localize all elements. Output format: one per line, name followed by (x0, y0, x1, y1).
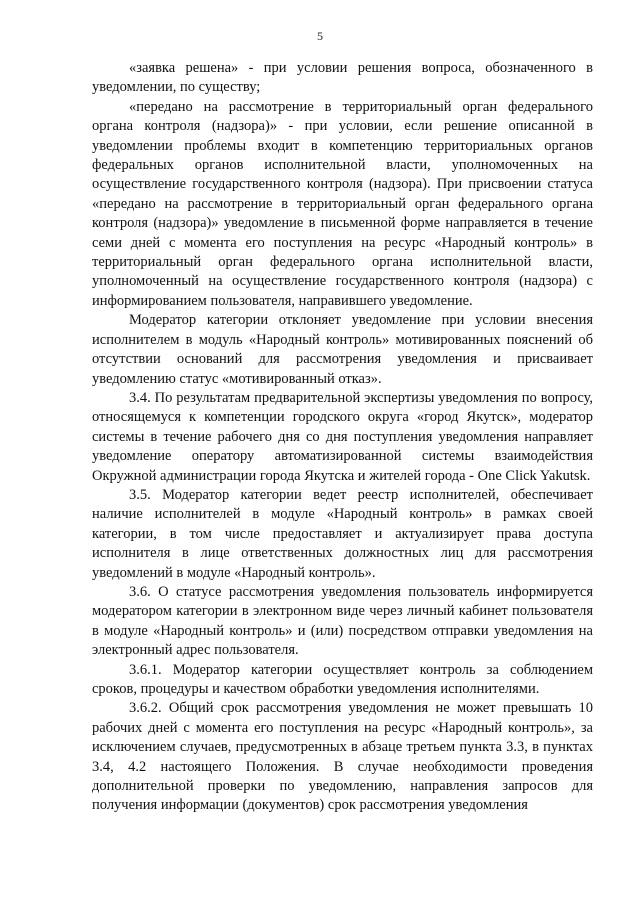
paragraph-moderator-rejection: Модератор категории отклоняет уведомление при условии внесения исполнителем в модуль «Народный контроль» мотивированных пояснений об отсутствии оснований для рассмотрения уведомления и присваивает уведомлению статус «мотивированный отказ». (92, 312, 593, 387)
paragraph-3-6-2: 3.6.2. Общий срок рассмотрения уведомления не может превышать 10 рабочих дней с момента его поступления на ресурс «Народный контроль», за исключением случаев, предусмотренных в абзаце третьем пункта 3.3, в пунктах 3.4, 4.2 настоящего Положения. В случае необходимости проведения дополнительной проверки по уведомлению, направления запросов для получения информации (документов) срок рассмотрения уведомления (92, 700, 593, 814)
page-number: 5 (317, 29, 323, 43)
paragraph-status-resolved: «заявка решена» - при условии решения вопроса, обозначенного в уведомлении, по существу; (92, 60, 593, 96)
paragraph-3-5: 3.5. Модератор категории ведет реестр исполнителей, обеспечивает наличие исполнителей в модуле «Народный контроль» в рамках своей категории, в том числе предоставляет и актуализирует права доступа исполнителя в лице ответственных должностных лиц для рассмотрения уведомлений в модуле «Народный контроль». (92, 486, 593, 581)
paragraph-3-6-1: 3.6.1. Модератор категории осуществляет контроль за соблюдением сроков, процедуры и качеством обработки уведомления исполнителями. (92, 661, 593, 697)
paragraph-status-transferred: «передано на рассмотрение в территориальный орган федерального органа контроля (надзора)» - при условии, если решение описанной в уведомлении проблемы входит в компетенцию территориальных органов федеральных органов исполнительной власти, уполномоченных на осуществление государственного контроля (надзора). При присвоении статуса «передано на рассмотрение в территориальный орган федерального органа контроля (надзора)» уведомление в письменной форме направляется в течение семи дней с момента его поступления на ресурс «Народный контроль» в территориальный орган федерального органа исполнительной власти, уполномоченный на осуществление государственного контроля (надзора) с информированием пользователя, направившего уведомление. (92, 98, 593, 309)
paragraph-3-6: 3.6. О статусе рассмотрения уведомления пользователь информируется модератором категории в электронном виде через личный кабинет пользователя в модуле «Народный контроль» и (или) посредством отправки уведомления на электронный адрес пользователя. (92, 583, 593, 659)
document-body (92, 59, 593, 816)
paragraph-3-4: 3.4. По результатам предварительной экспертизы уведомления по вопросу, относящемуся к компетенции городского округа «город Якутск», модератор системы в течение рабочего дня со дня поступления уведомления направляет уведомление оператору автоматизированной системы взаимодействия Окружной администрации города Якутска и жителей города - One Click Yakutsk. (92, 389, 593, 484)
